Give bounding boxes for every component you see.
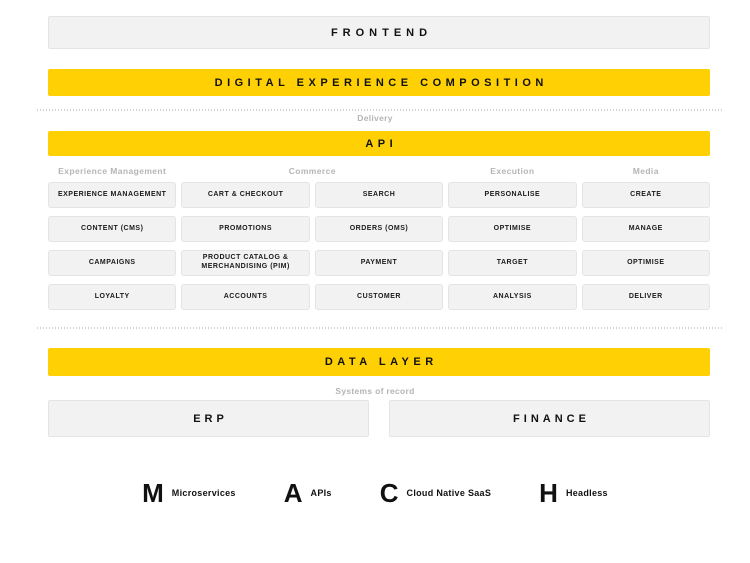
cell-orders-oms: ORDERS (OMS) bbox=[315, 216, 443, 242]
systems-of-record-label: Systems of record bbox=[335, 386, 415, 396]
api-label: API bbox=[365, 137, 398, 150]
cell-manage: MANAGE bbox=[582, 216, 710, 242]
cell-product-catalog-pim: PRODUCT CATALOG & MERCHANDISING (PIM) bbox=[181, 250, 309, 276]
cloud-native-saas-letter: C bbox=[379, 478, 399, 508]
erp-box: ERP bbox=[48, 400, 369, 437]
frontend-label: FRONTEND bbox=[330, 26, 433, 39]
data-layer-bar bbox=[48, 348, 710, 376]
legend-item-microservices bbox=[142, 480, 236, 506]
finance-box: FINANCE bbox=[389, 400, 710, 437]
headless-letter: H bbox=[539, 478, 558, 508]
legend-item-headless bbox=[539, 480, 608, 506]
cell-customer: CUSTOMER bbox=[315, 284, 443, 310]
headless-label: Headless bbox=[565, 488, 608, 498]
legend-item-apis bbox=[284, 480, 332, 506]
cell-content-cms: CONTENT (CMS) bbox=[48, 216, 176, 242]
data-layer-label: DATA LAYER bbox=[324, 356, 438, 368]
cell-loyalty: LOYALTY bbox=[48, 284, 176, 310]
dotted-divider-delivery bbox=[37, 109, 722, 111]
frontend-bar bbox=[48, 16, 710, 49]
microservices-label: Microservices bbox=[171, 488, 236, 498]
cell-payment: PAYMENT bbox=[315, 250, 443, 276]
cell-campaigns: CAMPAIGNS bbox=[48, 250, 176, 276]
digital-experience-composition-label: DIGITAL EXPERIENCE COMPOSITION bbox=[214, 76, 548, 89]
digital-experience-composition-bar bbox=[48, 69, 710, 96]
apis-letter: A bbox=[283, 478, 303, 508]
cell-experience-management: EXPERIENCE MANAGEMENT bbox=[48, 182, 176, 208]
cloud-native-saas-label: Cloud Native SaaS bbox=[406, 488, 492, 498]
mach-legend bbox=[0, 480, 750, 506]
group-header-media: Media bbox=[632, 166, 659, 176]
cell-personalise: PERSONALISE bbox=[448, 182, 576, 208]
legend-item-cloud-native-saas bbox=[380, 480, 491, 506]
microservices-letter: M bbox=[142, 478, 164, 508]
capability-grid bbox=[48, 182, 710, 310]
delivery-label: Delivery bbox=[357, 113, 393, 123]
group-header-execution: Execution bbox=[490, 166, 535, 176]
group-header-commerce: Commerce bbox=[288, 166, 336, 176]
cell-target: TARGET bbox=[448, 250, 576, 276]
capability-group-headers bbox=[48, 166, 710, 177]
apis-label: APIs bbox=[310, 488, 332, 498]
group-header-experience-management: Experience Management bbox=[58, 166, 167, 176]
cell-analysis: ANALYSIS bbox=[448, 284, 576, 310]
systems-of-record-row bbox=[48, 400, 710, 437]
api-bar bbox=[48, 131, 710, 156]
cell-optimise-media: OPTIMISE bbox=[582, 250, 710, 276]
cell-create: CREATE bbox=[582, 182, 710, 208]
cell-deliver: DELIVER bbox=[582, 284, 710, 310]
dotted-divider-data-layer bbox=[37, 327, 722, 329]
cell-accounts: ACCOUNTS bbox=[181, 284, 309, 310]
cell-search: SEARCH bbox=[315, 182, 443, 208]
cell-optimise-execution: OPTIMISE bbox=[448, 216, 576, 242]
cell-promotions: PROMOTIONS bbox=[181, 216, 309, 242]
cell-cart-checkout: CART & CHECKOUT bbox=[181, 182, 309, 208]
